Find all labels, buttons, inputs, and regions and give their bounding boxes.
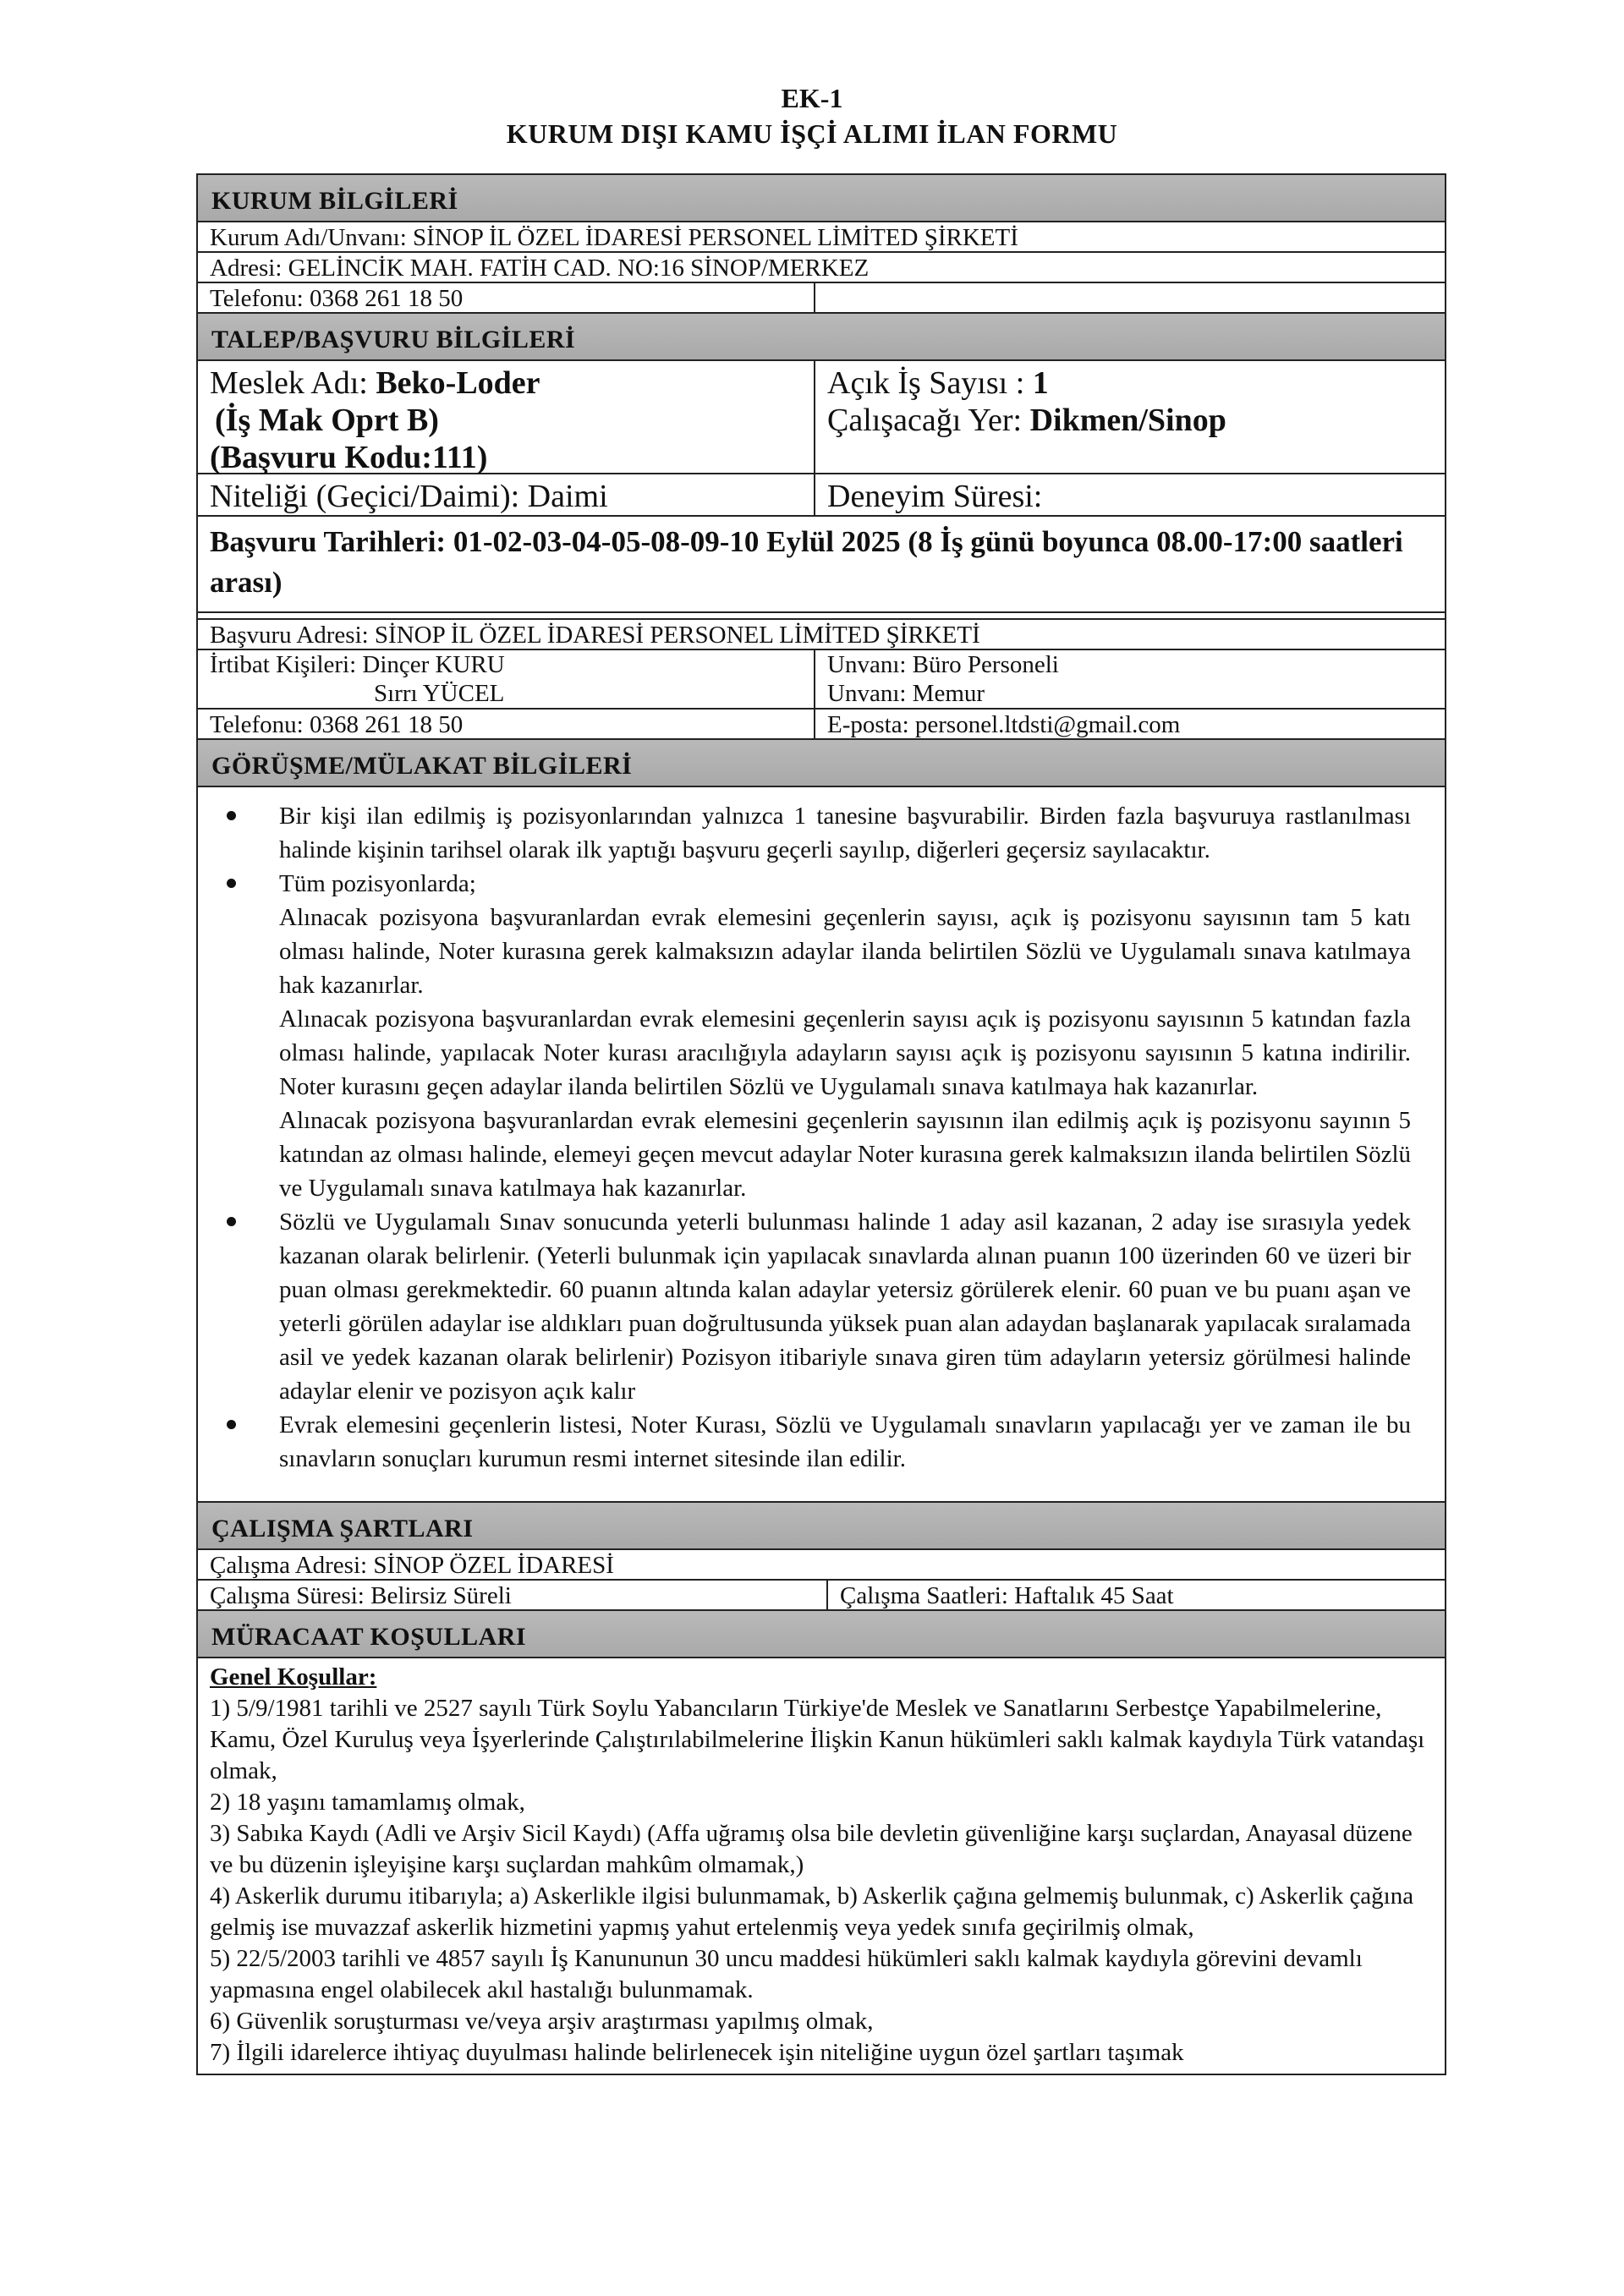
talep-phone: Telefonu: 0368 261 18 50 [198, 710, 815, 740]
kosul-2: 2) 18 yaşını tamamlamış olmak, [210, 1789, 525, 1816]
nitelik-row [198, 474, 1445, 517]
calisma-sure-row [198, 1581, 1445, 1611]
gorusme-body-row [198, 787, 1445, 1503]
kosul-5: 5) 22/5/2003 tarihli ve 4857 sayılı İş Kanununun 30 uncu maddesi hükümleri saklı kalmak kaydıyla görevini devamlı yapmasına engel olabilecek akıl hastalığı bulunmamak. [210, 1945, 1363, 2003]
acik-is-label: Açık İş Sayısı : [827, 365, 1033, 401]
calisacagi-value: Dikmen/Sinop [1029, 403, 1226, 438]
form-title: KURUM DIŞI KAMU İŞÇİ ALIMI İLAN FORMU [506, 118, 1118, 149]
kurum-address: Adresi: GELİNCİK MAH. FATİH CAD. NO:16 SİNOP/MERKEZ [210, 255, 870, 282]
kurum-phone-empty [815, 283, 1445, 314]
bullet-icon [227, 811, 236, 820]
kurum-name: Kurum Adı/Unvanı: SİNOP İL ÖZEL İDARESİ PERSONEL LİMİTED ŞİRKETİ [210, 224, 1018, 251]
talep-email[interactable]: E-posta: personel.ltdsti@gmail.com [827, 711, 1181, 738]
calisma-saatleri: Çalışma Saatleri: Haftalık 45 Saat [840, 1582, 1174, 1609]
bullet-icon [227, 879, 236, 888]
calisacagi-label: Çalışacağı Yer: [827, 403, 1030, 438]
section-kurum-heading: KURUM BİLGİLERİ [198, 175, 1445, 222]
kosul-6: 6) Güvenlik soruşturması ve/veya arşiv araştırması yapılmış olmak, [210, 2008, 874, 2035]
unvan-2: Unvanı: Memur [827, 680, 985, 707]
talep-contact-row [198, 710, 1445, 740]
meslek-line3: (Başvuru Kodu:111) [210, 440, 488, 475]
tarihler-row [198, 517, 1445, 613]
kosul-4: 4) Askerlik durumu itibarıyla; a) Askerlikle ilgisi bulunmamak, b) Askerlik çağına gelmemiş bulunmak, c) Askerlik çağına gelmiş ise muvazzaf askerlik hizmetini yapmış yahut ertelenmiş veya yedek sınıfa geçirilmiş olmak, [210, 1882, 1414, 1941]
calisma-adres-row [198, 1550, 1445, 1581]
bullet-icon [227, 1420, 236, 1429]
spacer-row [198, 613, 1445, 620]
section-calisma-heading: ÇALIŞMA ŞARTLARI [198, 1503, 1445, 1550]
page-header [0, 81, 1624, 152]
form-code: EK-1 [781, 83, 843, 113]
irtibat-cell [198, 650, 815, 708]
meslek-label: Meslek Adı: [210, 365, 376, 401]
muracaat-body-row [198, 1658, 1445, 2074]
kurum-name-row [198, 222, 1445, 253]
genel-kosullar-title: Genel Koşullar: [210, 1663, 377, 1690]
gorusme-list [198, 787, 1445, 1501]
section-muracaat-heading: MÜRACAAT KOŞULLARI [198, 1611, 1445, 1658]
basvuru-tarihleri: Başvuru Tarihleri: 01-02-03-04-05-08-09-10 Eylül 2025 (8 İş günü boyunca 08.00-17:00 saatleri arası) [210, 525, 1403, 599]
unvan-cell [815, 650, 1445, 708]
niteligi: Niteliği (Geçici/Daimi): Daimi [198, 474, 815, 515]
meslek-value: Beko-Loder [376, 365, 540, 401]
kurum-address-row [198, 253, 1445, 283]
list-item: Sözlü ve Uygulamalı Sınav sonucunda yeterli bulunması halinde 1 aday asil kazanan, 2 aday ise sırasıyla yedek kazanan olarak belirlenir. (Yeterli bulunmak için yapılacak sınavlarda alınan puanın 100 üzerinden 60 ve üzeri bir puan olması gerekmektedir. 60 puanın altında kalan adaylar yetersiz görülerek elenir. 60 puan ve bu puanı aşan ve yeterli görülen adaylar ise aldıkları puan doğrultusunda yüksek puan alan adaydan başlanarak yapılacak sıralamada asil ve yedek kazanan olarak belirlenir) Pozisyon itibariyle sınava giren tüm adayların yetersiz görülmesi halinde adaylar elenir ve pozisyon açık kalır [279, 1205, 1411, 1408]
calisma-adresi: Çalışma Adresi: SİNOP ÖZEL İDARESİ [210, 1552, 614, 1579]
kosul-1: 1) 5/9/1981 tarihli ve 2527 sayılı Türk Soylu Yabancıların Türkiye'de Meslek ve Sanatlarını Serbestçe Yapabilmelerine, Kamu, Özel Kuruluş veya İşyerlerinde Çalıştırılabilmelerine İlişkin Kanun hükümleri saklı kalmak kaydıyla Türk vatandaşı olmak, [210, 1695, 1425, 1784]
genel-kosullar [198, 1658, 1445, 2074]
section-gorusme-heading: GÖRÜŞME/MÜLAKAT BİLGİLERİ [198, 740, 1445, 787]
calisma-suresi: Çalışma Süresi: Belirsiz Süreli [198, 1581, 828, 1611]
kurum-phone-row [198, 283, 1445, 314]
list-item: Bir kişi ilan edilmiş iş pozisyonlarından yalnızca 1 tanesine başvurabilir. Birden fazla başvuruya rastlanılması halinde kişinin tarihsel olarak ilk yaptığı başvuru geçerli sayılıp, diğerleri geçersiz sayılacaktır. [279, 799, 1411, 867]
kurum-phone: Telefonu: 0368 261 18 50 [198, 283, 815, 314]
deneyim: Deneyim Süresi: [827, 479, 1043, 514]
basvuru-adresi-row [198, 620, 1445, 650]
irtibat-row [198, 650, 1445, 710]
irtibat-2: Sırrı YÜCEL [374, 680, 505, 707]
meslek-cell [198, 361, 815, 473]
acik-is-cell [815, 361, 1445, 473]
irtibat-1: İrtibat Kişileri: Dinçer KURU [210, 651, 505, 678]
bullet-icon [227, 1217, 236, 1226]
acik-is-value: 1 [1032, 365, 1049, 401]
kosul-7: 7) İlgili idarelerce ihtiyaç duyulması halinde belirlenecek işin niteliğine uygun özel şartları taşımak [210, 2039, 1184, 2066]
meslek-line2: (İş Mak Oprt B) [215, 403, 439, 438]
meslek-row [198, 361, 1445, 474]
ilan-form [196, 173, 1446, 2075]
section-talep-heading: TALEP/BAŞVURU BİLGİLERİ [198, 314, 1445, 361]
list-item: Evrak elemesini geçenlerin listesi, Noter Kurası, Sözlü ve Uygulamalı sınavların yapılacağı yer ve zaman ile bu sınavların sonuçları kurumun resmi internet sitesinde ilan edilir. [279, 1408, 1411, 1476]
basvuru-adresi: Başvuru Adresi: SİNOP İL ÖZEL İDARESİ PERSONEL LİMİTED ŞİRKETİ [210, 622, 980, 649]
kosul-3: 3) Sabıka Kaydı (Adli ve Arşiv Sicil Kaydı) (Affa uğramış olsa bile devletin güvenliğine karşı suçlardan, Anayasal düzene ve bu düzenin işleyişine karşı suçlardan mahkûm olmamak,) [210, 1820, 1413, 1878]
list-item: Tüm pozisyonlarda; Alınacak pozisyona başvuranlardan evrak elemesini geçenlerin sayısı, açık iş pozisyonu sayısının tam 5 katı olması halinde, Noter kurasına gerek kalmaksızın adaylar ilanda belirtilen Sözlü ve Uygulamalı sınava katılmaya hak kazanırlar. Alınacak pozisyona başvuranlardan evrak elemesini geçenlerin sayısı açık iş pozisyonu sayısının 5 katından fazla olması halinde, yapılacak Noter kurası aracılığıyla adayların sayısı açık iş pozisyonu sayısının 5 katına indirilir. Noter kurasını geçen adaylar ilanda belirtilen Sözlü ve Uygulamalı sınava katılmaya hak kazanırlar. Alınacak pozisyona başvuranlardan evrak elemesini geçenlerin sayısının ilan edilmiş açık iş pozisyonu sayının 5 katından az olması halinde, elemeyi geçen mevcut adaylar Noter kurasına gerek kalmaksızın ilanda belirtilen Sözlü ve Uygulamalı sınava katılmaya hak kazanırlar. [279, 867, 1411, 1205]
unvan-1: Unvanı: Büro Personeli [827, 651, 1059, 678]
